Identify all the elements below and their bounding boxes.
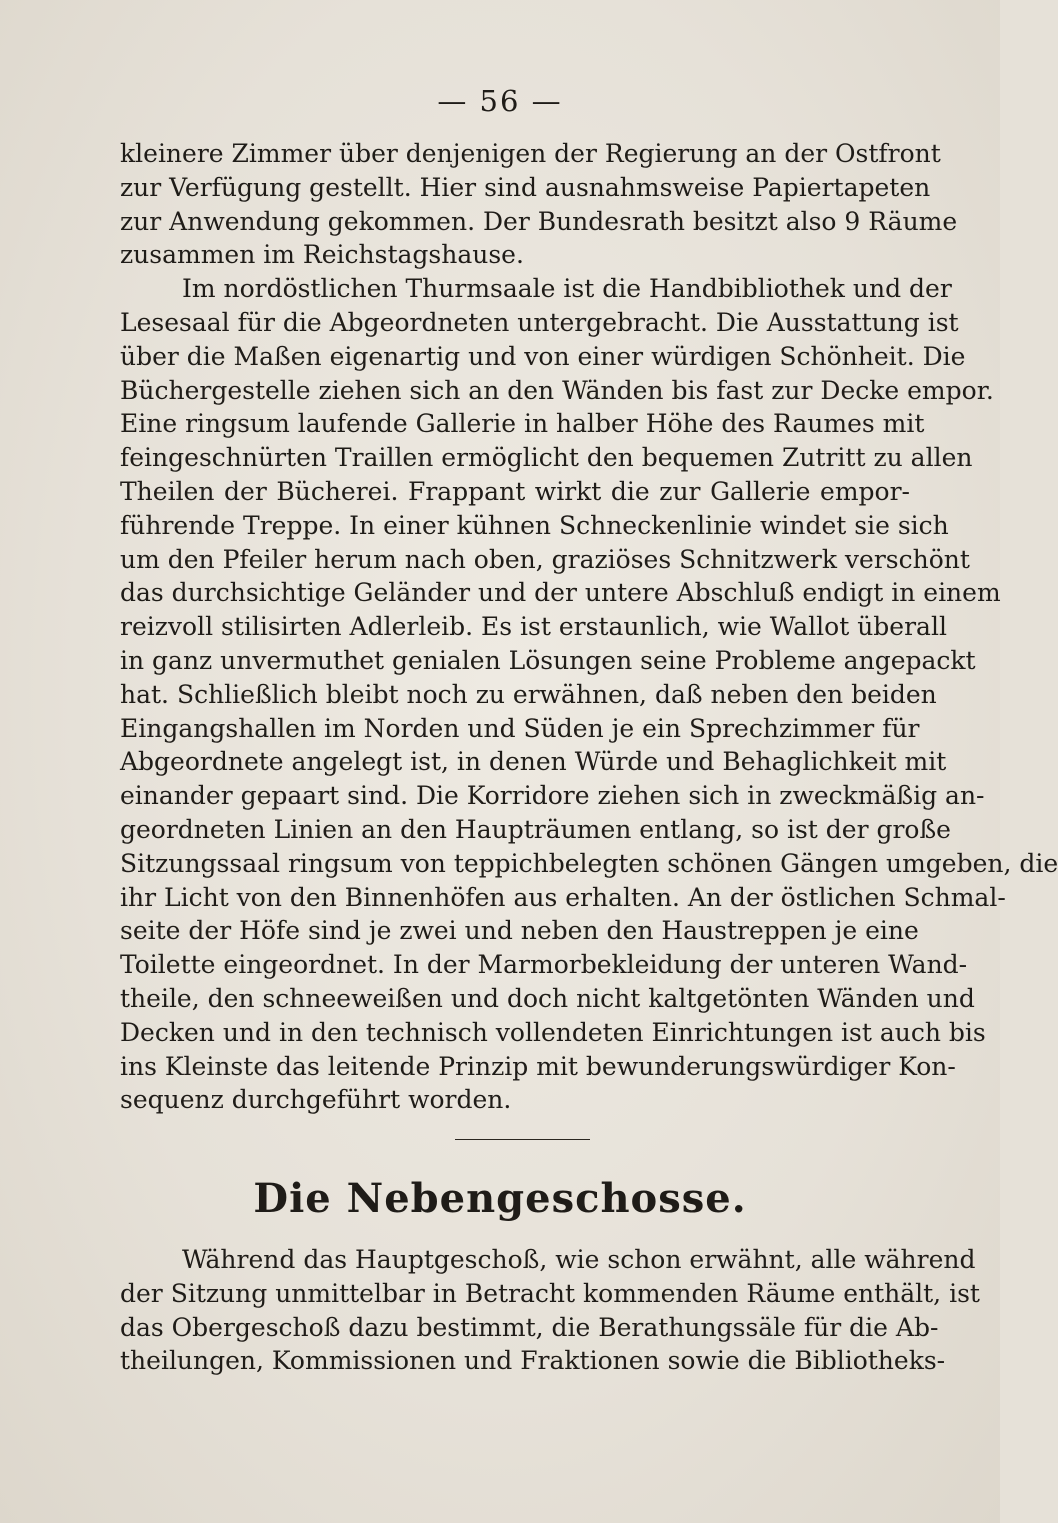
text-line: in ganz unvermuthet genialen Lösungen seine Probleme angepackt <box>120 645 976 675</box>
text-line: Toilette eingeordnet. In der Marmorbekleidung der unteren Wand- <box>120 950 968 980</box>
text-line: Während das Hauptgeschoß, wie schon erwähnt, alle während <box>182 1245 976 1274</box>
text-line: zur Verfügung gestellt. Hier sind ausnahmsweise Papiertapeten <box>120 172 931 202</box>
text-line: seite der Höfe sind je zwei und neben den Haustreppen je eine <box>120 916 919 946</box>
text-line: Im nordöstlichen Thurmsaale ist die Handbibliothek und der <box>182 274 952 304</box>
text-line: theile, den schneeweißen und doch nicht kaltgetönten Wänden und <box>120 983 975 1013</box>
text-line: Theilen der Bücherei. Frappant wirkt die zur Gallerie empor- <box>120 476 910 506</box>
page-number: — 56 — <box>437 84 563 118</box>
text-line: ihr Licht von den Binnenhöfen aus erhalten. An der östlichen Schmal- <box>120 882 1006 912</box>
text-line: Lesesaal für die Abgeordneten untergebracht. Die Ausstattung ist <box>120 307 959 337</box>
text-line: zusammen im Reichstagshause. <box>120 240 524 270</box>
text-line: einander gepaart sind. Die Korridore ziehen sich in zweckmäßig an- <box>120 781 985 811</box>
text-line: um den Pfeiler herum nach oben, graziöses Schnitzwerk verschönt <box>120 544 970 574</box>
text-line: kleinere Zimmer über denjenigen der Regierung an der Ostfront <box>120 139 941 168</box>
text-line: führende Treppe. In einer kühnen Schneckenlinie windet sie sich <box>120 510 949 540</box>
section-heading: Die Nebengeschosse. <box>253 1175 747 1222</box>
text-line: feingeschnürten Traillen ermöglicht den bequemen Zutritt zu allen <box>120 443 973 473</box>
text-line: Sitzungssaal ringsum von teppichbelegten schönen Gängen umgeben, die <box>120 848 1058 878</box>
text-line: reizvoll stilisirten Adlerleib. Es ist erstaunlich, wie Wallot überall <box>120 612 947 642</box>
body-text-block-1 <box>120 137 1058 1117</box>
section-divider <box>455 1139 590 1140</box>
text-line: hat. Schließlich bleibt noch zu erwähnen, daß neben den beiden <box>120 679 937 709</box>
text-line: Abgeordnete angelegt ist, in denen Würde und Behaglichkeit mit <box>120 747 947 777</box>
text-line: theilungen, Kommissionen und Fraktionen sowie die Bibliotheks- <box>120 1346 946 1376</box>
text-line: Decken und in den technisch vollendeten Einrichtungen ist auch bis <box>120 1017 986 1047</box>
text-line: Büchergestelle ziehen sich an den Wänden bis fast zur Decke empor. <box>120 375 994 405</box>
text-line: sequenz durchgeführt worden. <box>120 1085 512 1115</box>
text-line: über die Maßen eigenartig und von einer würdigen Schönheit. Die <box>120 341 966 371</box>
text-line: das Obergeschoß dazu bestimmt, die Berathungssäle für die Ab- <box>120 1312 939 1342</box>
body-text-block-2 <box>120 1243 980 1378</box>
text-line: geordneten Linien an den Haupträumen entlang, so ist der große <box>120 814 951 844</box>
text-line: das durchsichtige Geländer und der untere Abschluß endigt in einem <box>120 578 1001 608</box>
text-line: zur Anwendung gekommen. Der Bundesrath besitzt also 9 Räume <box>120 206 958 236</box>
text-line: ins Kleinste das leitende Prinzip mit bewunderungswürdiger Kon- <box>120 1051 956 1081</box>
text-line: Eine ringsum laufende Gallerie in halber Höhe des Raumes mit <box>120 409 925 439</box>
text-line: Eingangshallen im Norden und Süden je ein Sprechzimmer für <box>120 713 920 743</box>
text-line: der Sitzung unmittelbar in Betracht kommenden Räume enthält, ist <box>120 1278 980 1308</box>
